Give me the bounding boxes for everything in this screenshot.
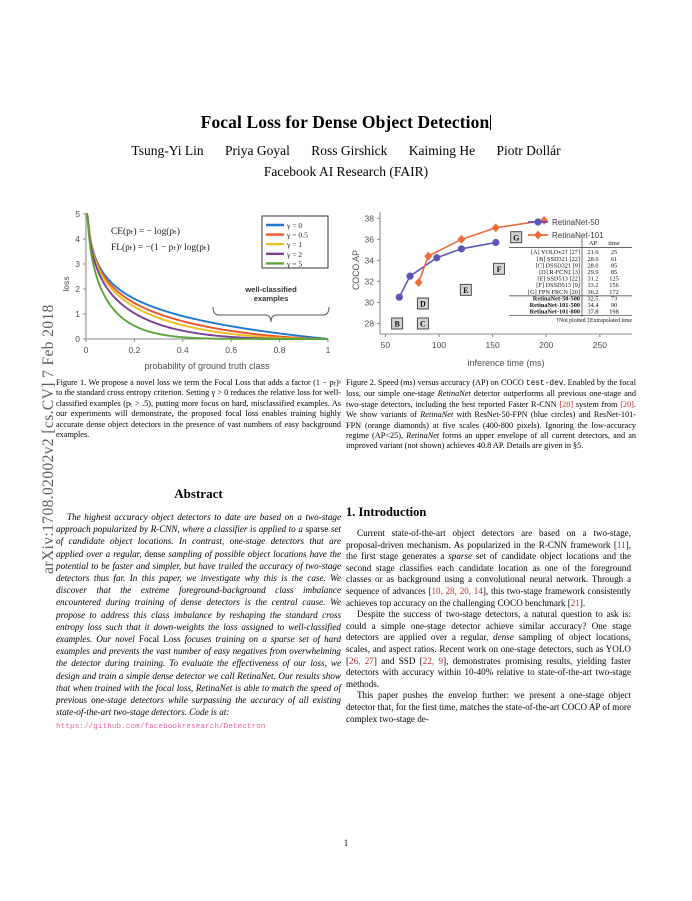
author-list — [56, 143, 636, 159]
abstract-text: The highest accuracy object detectors to date are based on a two-stage approach popularized by R-CNN, where a classifier is applied to a — [56, 512, 341, 535]
fig1-annotation-line1: well-classified — [245, 285, 297, 294]
fig2-table-cell-ap: 34.4 — [587, 302, 599, 309]
affiliation: Facebook AI Research (FAIR) — [263, 164, 429, 179]
fig2-ytick: 36 — [364, 234, 374, 245]
fig2-table-row-label: [D] R-FCN‡ [3] — [539, 269, 580, 276]
abstract-emph-sparse: sparse — [305, 524, 329, 535]
caption-text: . Enabled by the focal loss, our simple one-stage — [346, 378, 636, 399]
fig2-data-point — [396, 294, 403, 301]
figure-2-speed-accuracy — [346, 206, 636, 374]
intro-text: Despite the success of two-stage detectors, a natural question to ask is: could a simple one-stage detector achieve similar accuracy? One stage detectors are applied over a regular, — [346, 609, 631, 643]
citation[interactable]: 26, 27 — [349, 655, 374, 666]
fig2-point-label: B — [394, 319, 400, 329]
text-caret — [490, 115, 491, 130]
author: Piotr Dollár — [496, 143, 561, 158]
intro-paragraph-3: This paper pushes the envelop further: we present a one-stage object detector that, for the first time, matches the state-of-the-art COCO AP of more complex two-stage de- — [346, 690, 631, 724]
fig2-xtick: 200 — [539, 340, 554, 350]
intro-emph-sparse: sparse — [448, 551, 472, 562]
fig2-xtick: 150 — [485, 340, 500, 350]
fig2-data-point — [406, 273, 413, 280]
fig2-table-row-label: RetinaNet-101-800 — [529, 308, 580, 316]
fig2-table-cell-time: 90 — [610, 302, 618, 309]
abstract-section — [56, 470, 341, 734]
fig2-table-row-label: RetinaNet-50-500 — [532, 295, 580, 303]
fig2-table-cell-ap: 33.2 — [587, 282, 599, 290]
fig2-ytick: 28 — [364, 318, 374, 329]
caption-text: Speed (ms) versus accuracy (AP) on COCO — [378, 378, 527, 387]
fig2-table-cell-ap: 31.2 — [587, 275, 599, 283]
fig1-ytick: 3 — [75, 259, 80, 269]
intro-paragraph-2 — [346, 609, 631, 690]
abstract-body — [56, 511, 341, 734]
fig2-data-point — [492, 239, 499, 246]
model-name: RetinaNet — [420, 410, 454, 420]
fig2-point-label: E — [463, 286, 469, 296]
intro-paragraph-1 — [346, 528, 631, 609]
abstract-text: set of candidate object locations. In contrast, one-stage detectors that are applied over a regular, — [56, 524, 341, 559]
fig2-data-point — [492, 223, 500, 232]
abstract-heading: Abstract — [174, 486, 223, 501]
fig2-table-cell-time: 85 — [610, 269, 618, 276]
abstract-text: focuses training on a sparse set of hard examples and prevents the vast number of easy negatives from overwhelming the detector during training. To evaluate the effectiveness of our loss, we design and train a simple dense detector we call RetinaNet. Our results show that when trained with the focal loss, RetinaNet is able to match the speed of previous one-stage detectors while surpassing the accuracy of all existing state-of-the-art two-stage detectors. Code is at: — [56, 634, 342, 718]
fig2-table-cell-ap: 37.8 — [587, 308, 599, 316]
abstract-emph-dense: dense — [144, 548, 166, 559]
fig1-legend-entry: γ = 0.5 — [287, 230, 308, 240]
intro-text: ], demonstrates promising results, yielding faster detectors with accuracy within 10-40% relative to state-of-the-art two-stage methods. — [346, 655, 632, 689]
fig1-ytick: 4 — [75, 234, 80, 244]
abstract-text: sampling of possible object locations have the potential to be faster and simpler, but have trailed the accuracy of two-stage detectors thus far. In this paper, we investigate why this is the case. We discover that the extreme foreground-background class imbalance encountered during training of dense detectors is the central cause. We propose to address this class imbalance by reshaping the standard cross entropy loss such that it down-weights the loss assigned to well-classified examples. Our novel — [56, 548, 341, 645]
fig2-series-line — [419, 220, 544, 282]
fig2-table-row-label: [F] DSSD513 [9] — [536, 282, 580, 290]
fig2-point-label: F — [496, 264, 502, 274]
figure-2-caption — [346, 378, 636, 452]
fig1-ytick: 5 — [75, 209, 80, 219]
fig1-brace — [213, 307, 329, 322]
fig2-legend-entry: RetinaNet-50 — [552, 218, 600, 228]
fig2-table-cell-ap: 21.6 — [587, 249, 599, 257]
fig2-data-point — [458, 245, 465, 252]
citation[interactable]: 22, 9 — [422, 655, 444, 666]
figure-2-caption-label: Figure 2. — [346, 378, 376, 387]
fig2-table-cell-ap: 28.0 — [587, 255, 599, 263]
caption-text: forms an upper envelope of all current detectors, and an improved variant (not shown) achieves 40.8 AP. Details are given in §5. — [346, 431, 636, 451]
fig2-series-line — [399, 243, 496, 298]
fig2-ytick: 30 — [364, 297, 374, 308]
fig2-table-row-label: [E] SSD513 [22] — [537, 275, 580, 283]
fig2-xtick: 50 — [380, 340, 391, 350]
caption-text: with ResNet-50-FPN (blue circles) and ResNet-101-FPN (orange diamonds) at five scales (400-800 pixels). Ignoring the low-accuracy regime (AP<25), — [346, 410, 636, 441]
figure-1-caption-text: We propose a novel loss we term the Focal Loss that adds a factor (1 − pₜ)ᵞ to the standard cross entropy criterion. Setting γ > 0 reduces the relative loss for well-classified examples (pₜ > .5), putting more focus on hard, misclassified examples. As our experiments will demonstrate, the proposed focal loss enables training highly accurate dense object detectors in the presence of vast numbers of easy background examples. — [56, 378, 341, 440]
citation[interactable]: 10, 28, 20, 14 — [431, 585, 483, 596]
introduction-section — [346, 505, 631, 725]
fig2-data-point — [415, 278, 423, 287]
fig2-legend-entry: RetinaNet-101 — [552, 231, 604, 241]
fig1-legend-entry: γ = 0 — [287, 221, 303, 230]
fig2-table-row-label: [C] DSSD321 [9] — [535, 262, 580, 270]
abstract-paragraph — [56, 511, 341, 718]
fig2-xtick: 100 — [431, 340, 447, 350]
fig1-legend-entry: γ = 5 — [287, 259, 303, 269]
intro-emph-dense: dense — [493, 632, 514, 643]
fig2-table-header: time — [608, 240, 620, 247]
page-number: 1 — [343, 838, 349, 848]
arxiv-stamp: arXiv:1708.02002v2 [cs.CV] 7 Feb 2018 — [40, 304, 57, 574]
fig2-ylabel: COCO AP — [351, 249, 361, 291]
fig1-ytick: 2 — [75, 284, 80, 294]
fig2-data-point — [424, 252, 432, 261]
caption-text: . We show variants of — [346, 399, 636, 420]
figure-2-caption-text — [346, 378, 636, 450]
fig2-point-label: C — [420, 319, 426, 329]
fig2-table-cell-ap: 36.2 — [587, 288, 599, 296]
fig2-table-cell-time: 172 — [609, 288, 619, 296]
figure-1-loss-curves — [56, 206, 341, 374]
author: Priya Goyal — [224, 143, 290, 158]
figure-1-caption-label: Figure 1. — [56, 378, 87, 387]
fig1-formula-fl: FL(pₜ) = −(1 − pₜ)ᵞ log(pₜ) — [111, 243, 210, 253]
fig2-table-row-label: [A] YOLOv2† [27] — [530, 249, 580, 257]
fig2-ytick: 32 — [364, 276, 374, 287]
fig2-table-cell-time: 125 — [609, 275, 619, 283]
fig2-table-cell-ap: 28.0 — [587, 262, 599, 270]
fig2-point-label: G — [513, 233, 520, 243]
fig2-table-row-label: [G] FPN FRCN [20] — [528, 288, 580, 296]
fig2-data-point — [457, 235, 465, 244]
author: Ross Girshick — [311, 143, 388, 158]
page-title — [56, 112, 636, 133]
fig2-table-cell-time: 73 — [610, 295, 618, 303]
fig1-legend-entry: γ = 1 — [287, 240, 303, 250]
intro-text: ]. — [579, 597, 586, 608]
fig1-xtick: 1 — [325, 345, 331, 355]
author: Tsung-Yi Lin — [131, 143, 204, 158]
fig1-xtick: 0.6 — [225, 345, 238, 355]
fig2-table-row-label: [B] SSD321 [22] — [536, 255, 580, 263]
caption-text: system from — [573, 399, 621, 409]
fig2-table-cell-time: 85 — [610, 262, 618, 270]
fig2-table-cell-time: 198 — [609, 308, 619, 316]
fig2-table-cell-ap: 32.5 — [587, 295, 599, 303]
citation[interactable]: 21 — [570, 597, 580, 608]
fig2-table-footnote: †Not plotted ‡Extrapolated time — [555, 318, 632, 325]
fig1-legend-entry: γ = 2 — [287, 249, 303, 259]
intro-text: ], this two-stage framework consistently achieves top accuracy on the challenging COCO benchmark [ — [346, 585, 631, 608]
intro-text: Current state-of-the-art object detectors are based on a two-stage, proposal-driven mechanism. As popularized in the R-CNN framework [ — [346, 528, 631, 550]
fig1-xtick: 0.4 — [176, 345, 189, 355]
fig1-ytick: 1 — [75, 309, 80, 319]
citation[interactable]: [20] — [620, 399, 634, 409]
fig2-data-point — [433, 254, 440, 261]
model-name: RetinaNet — [437, 389, 471, 399]
fig1-xtick: 0.8 — [273, 345, 286, 355]
fig2-table-cell-time: 61 — [610, 255, 618, 263]
fig2-ytick: 34 — [364, 255, 374, 266]
author: Kaiming He — [408, 143, 476, 158]
detectron-url[interactable]: https://github.com/facebookresearch/Detectron — [56, 723, 266, 732]
fig2-ytick: 38 — [364, 213, 374, 224]
fig1-xtick: 0.2 — [128, 345, 141, 355]
fig2-table-cell-time: 156 — [609, 282, 619, 290]
fig1-ylabel: loss — [61, 276, 71, 292]
citation[interactable]: [28] — [559, 399, 574, 409]
introduction-heading: 1. Introduction — [346, 505, 427, 519]
fig2-xlabel: inference time (ms) — [467, 358, 545, 368]
intro-text: sampling of object locations, scales, and aspect ratios. Recent work on one-stage detectors, such as YOLO [ — [346, 632, 632, 666]
fig2-xtick: 250 — [592, 340, 607, 350]
dataset-split-name: test-dev — [526, 380, 564, 388]
fig2-table-row-label: RetinaNet-101-500 — [529, 302, 580, 309]
abstract-url-line — [56, 719, 341, 733]
abstract-emph-focal-loss: Focal Loss — [138, 634, 181, 645]
fig1-annotation-line2: examples — [253, 294, 289, 303]
intro-text: set of candidate object locations and the second stage classifies each candidate location as one of the foreground classes or as background using a convolutional neural network. Through a sequence of advances [ — [346, 551, 631, 596]
intro-text: ], the first stage generates a — [346, 539, 631, 562]
fig1-ytick: 0 — [75, 334, 80, 344]
figure-1-caption — [56, 378, 341, 440]
caption-text: detector outperforms all previous one-stage and two-stage detectors, including the best reported Faster R-CNN — [346, 389, 636, 409]
fig2-table-header: AP — [588, 240, 598, 247]
fig1-formula-ce: CE(pₜ) = − log(pₜ) — [111, 227, 180, 237]
fig1-xtick: 0 — [83, 345, 89, 355]
citation[interactable]: 11 — [616, 539, 626, 550]
model-name: RetinaNet — [406, 431, 440, 441]
fig2-point-label: D — [420, 299, 426, 309]
fig2-table-cell-ap: 29.9 — [587, 269, 599, 276]
title-text: Focal Loss for Dense Object Detection — [200, 112, 490, 132]
intro-text: ] and SSD [ — [373, 655, 423, 666]
fig1-xlabel: probability of ground truth class — [144, 361, 270, 371]
fig2-table-cell-time: 25 — [610, 249, 618, 257]
